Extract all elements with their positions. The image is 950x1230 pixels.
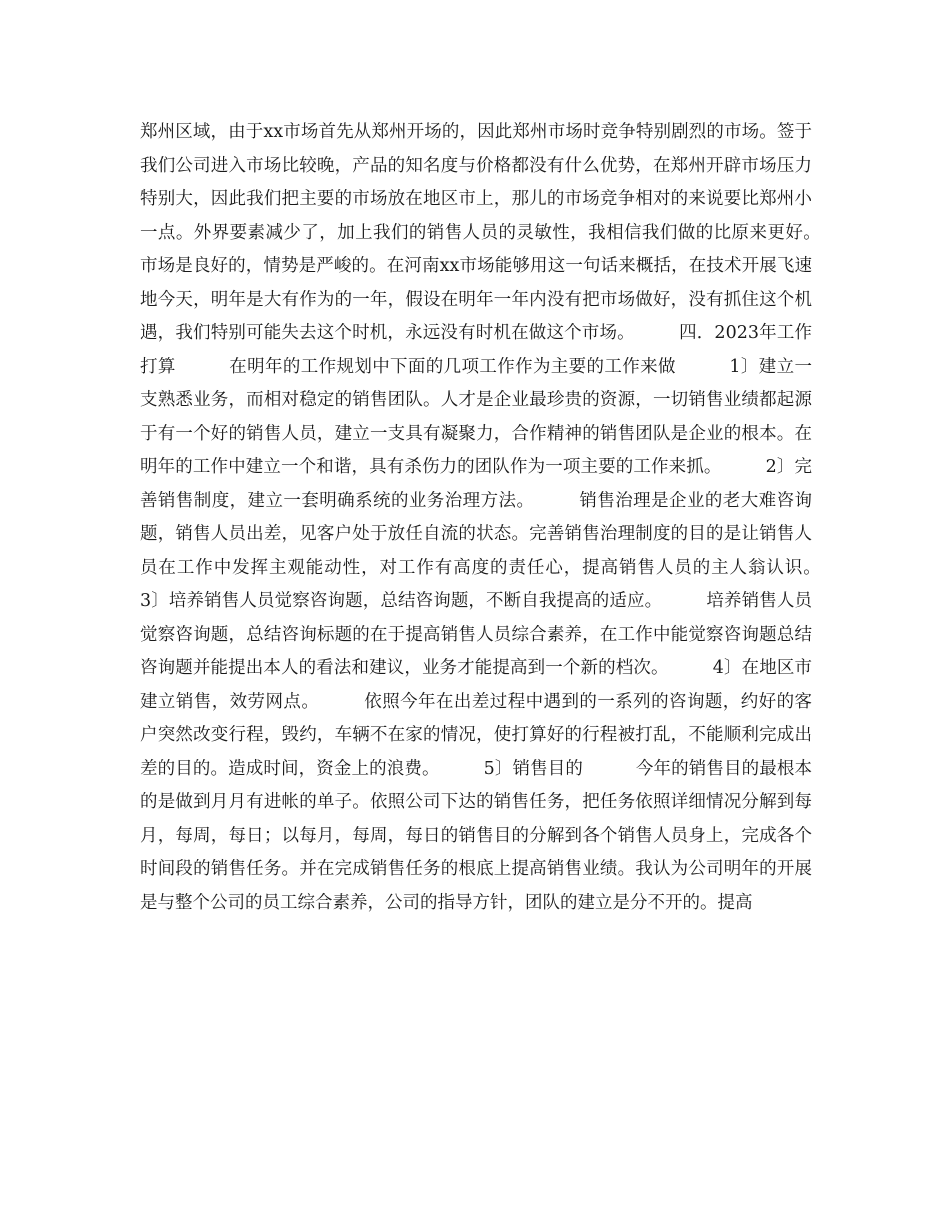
body-paragraph: 郑州区域，由于xx市场首先从郑州开场的，因此郑州市场时竞争特别剧烈的市场。签于我们公司进入市场比较晚，产品的知名度与价格都没有什么优势，在郑州开辟市场压力特别大，因此我们把主要的市场放在地区市上，那儿的市场竞争相对的来说要比郑州小一点。外界要素减少了，加上我们的销售人员的灵敏性，我相信我们做的比原来更好。 市场是良好的，情势是严峻的。在河南xx市场能够用这一句话来概括，在技术开展飞速地今天，明年是大有作为的一年，假设在明年一年内没有把市场做好，没有抓住这个机遇，我们特别可能失去这个时机，永远没有时机在做这个市场。 四．2023年工作打算 在明年的工作规划中下面的几项工作作为主要的工作来做 1〕建立一支熟悉业务，而相对稳定的销售团队。人才是企业最珍贵的资源，一切销售业绩都起源于有一个好的销售人员，建立一支具有凝聚力，合作精神的销售团队是企业的根本。在明年的工作中建立一个和谐，具有杀伤力的团队作为一项主要的工作来抓。 2〕完善销售制度，建立一套明确系统的业务治理方法。 销售治理是企业的老大难咨询题，销售人员出差，见客户处于放任自流的状态。完善销售治理制度的目的是让销售人员在工作中发挥主观能动性，对工作有高度的责任心，提高销售人员的主人翁认识。 3〕培养销售人员觉察咨询题，总结咨询题，不断自我提高的适应。 培养销售人员觉察咨询题，总结咨询标题的在于提高销售人员综合素养，在工作中能觉察咨询题总结咨询题并能提出本人的看法和建议，业务才能提高到一个新的档次。 4〕在地区市建立销售，效劳网点。 依照今年在出差过程中遇到的一系列的咨询题，约好的客户突然改变行程，毁约，车辆不在家的情况，使打算好的行程被打乱，不能顺利完成出差的目的。造成时间，资金上的浪费。 5〕销售目的 今年的销售目的最根本的是做到月月有进帐的单子。依照公司下达的销售任务，把任务依照详细情况分解到每月，每周，每日；以每月，每周，每日的销售目的分解到各个销售人员身上，完成各个时间段的销售任务。并在完成销售任务的根底上提高销售业绩。我认为公司明年的开展是与整个公司的员工综合素养，公司的指导方针，团队的建立是分不开的。提高 xyxy=(140,122,865,913)
